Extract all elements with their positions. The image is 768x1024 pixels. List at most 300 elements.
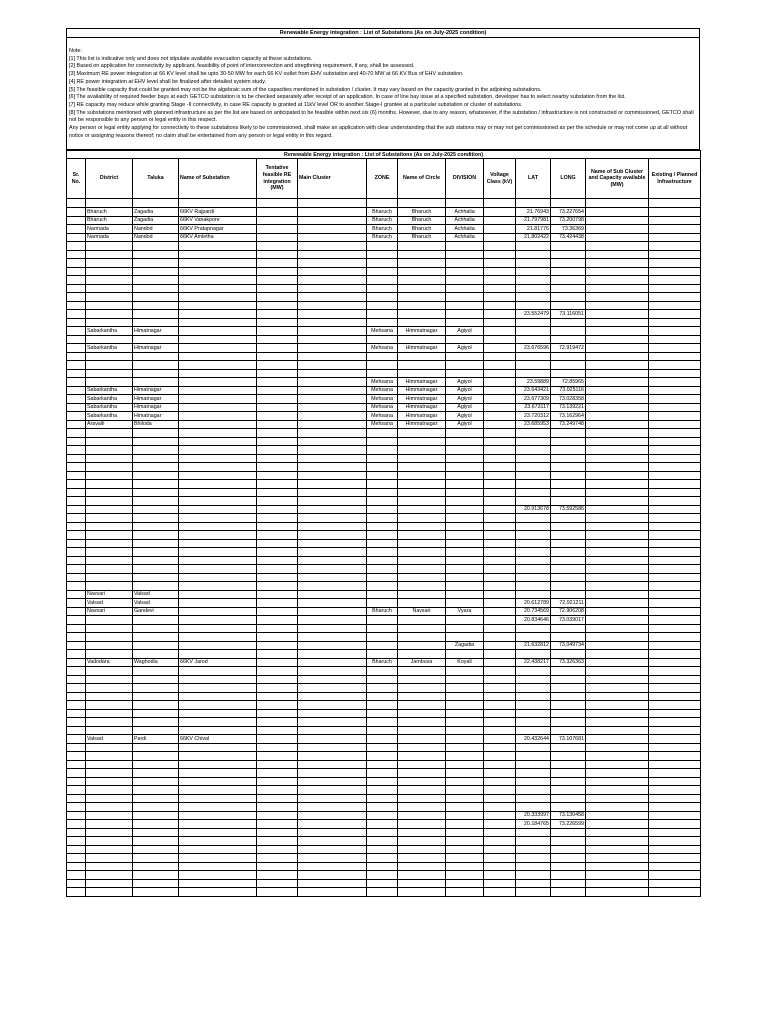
table-cell <box>298 624 367 633</box>
table-cell <box>484 684 516 693</box>
table-cell <box>67 735 86 744</box>
table-cell <box>649 675 701 684</box>
table-cell <box>446 446 484 455</box>
table-row <box>67 548 701 557</box>
table-cell: 20.184765 <box>516 820 551 829</box>
table-cell <box>86 871 133 880</box>
table-row <box>67 225 701 234</box>
table-cell <box>367 480 398 489</box>
table-cell <box>516 284 551 293</box>
table-cell <box>551 760 586 769</box>
table-row <box>67 352 701 361</box>
table-cell <box>367 599 398 608</box>
table-cell <box>367 667 398 676</box>
table-cell <box>551 471 586 480</box>
table-cell <box>67 701 86 710</box>
table-cell <box>446 709 484 718</box>
table-cell <box>298 480 367 489</box>
table-cell <box>516 879 551 888</box>
table-cell <box>86 709 133 718</box>
table-row <box>67 794 701 803</box>
table-cell <box>649 225 701 234</box>
table-cell <box>67 335 86 344</box>
table-row <box>67 556 701 565</box>
table-cell <box>179 590 257 599</box>
table-cell <box>179 531 257 540</box>
table-cell <box>551 327 586 336</box>
table-cell <box>551 267 586 276</box>
table-cell <box>133 505 179 514</box>
table-cell <box>367 752 398 761</box>
table-cell <box>649 692 701 701</box>
table-cell <box>551 539 586 548</box>
table-cell <box>586 888 649 897</box>
table-row <box>67 811 701 820</box>
table-cell <box>398 862 446 871</box>
table-cell <box>298 565 367 574</box>
table-cell <box>179 582 257 591</box>
table-cell <box>551 556 586 565</box>
table-cell <box>367 335 398 344</box>
table-cell <box>86 837 133 846</box>
table-cell <box>133 369 179 378</box>
table-cell <box>298 225 367 234</box>
table-cell <box>649 344 701 353</box>
table-cell <box>516 871 551 880</box>
table-cell <box>398 539 446 548</box>
table-cell: Achhalia <box>446 208 484 217</box>
page-title: Renewable Energy integration : List of Substations (As on July-2025 condition) <box>66 28 700 38</box>
table-cell <box>257 828 298 837</box>
table-cell <box>446 199 484 208</box>
table-row <box>67 777 701 786</box>
table-row <box>67 820 701 829</box>
table-cell <box>484 225 516 234</box>
table-cell: 21.76943 <box>516 208 551 217</box>
table-cell <box>516 556 551 565</box>
table-cell <box>649 446 701 455</box>
table-cell <box>484 590 516 599</box>
table-cell <box>86 862 133 871</box>
table-cell <box>179 480 257 489</box>
table-cell <box>446 250 484 259</box>
table-cell <box>67 794 86 803</box>
table-row <box>67 369 701 378</box>
table-cell <box>649 658 701 667</box>
table-cell <box>67 276 86 285</box>
table-cell: 20.734569 <box>516 607 551 616</box>
table-cell: 23.677309 <box>516 395 551 404</box>
table-cell <box>179 871 257 880</box>
table-cell <box>551 284 586 293</box>
table-cell <box>67 497 86 506</box>
table-cell <box>67 412 86 421</box>
table-cell <box>367 573 398 582</box>
note-line: Note: <box>69 48 82 54</box>
table-cell <box>67 471 86 480</box>
table-cell <box>179 386 257 395</box>
table-cell <box>398 667 446 676</box>
table-cell <box>551 454 586 463</box>
table-cell <box>586 803 649 812</box>
table-cell <box>516 743 551 752</box>
table-row <box>67 259 701 268</box>
table-cell <box>257 735 298 744</box>
table-cell <box>179 318 257 327</box>
table-cell <box>484 463 516 472</box>
table-cell: Himmatnagar <box>398 395 446 404</box>
table-cell <box>257 412 298 421</box>
table-cell <box>179 548 257 557</box>
table-cell <box>516 633 551 642</box>
table-cell <box>86 828 133 837</box>
table-cell <box>133 352 179 361</box>
table-cell <box>398 726 446 735</box>
table-cell <box>586 624 649 633</box>
table-cell <box>367 786 398 795</box>
table-cell <box>586 505 649 514</box>
table-cell <box>67 293 86 302</box>
table-cell <box>179 276 257 285</box>
table-row <box>67 403 701 412</box>
table-cell: Bharuch <box>367 658 398 667</box>
table-cell <box>86 199 133 208</box>
table-cell <box>516 488 551 497</box>
table-cell <box>551 369 586 378</box>
table-cell <box>257 607 298 616</box>
table-cell <box>649 837 701 846</box>
table-cell: 73.249748 <box>551 420 586 429</box>
table-cell <box>516 718 551 727</box>
table-cell <box>446 582 484 591</box>
table-cell <box>257 403 298 412</box>
table-cell <box>67 395 86 404</box>
column-header: Main Cluster <box>298 159 367 199</box>
table-cell <box>649 352 701 361</box>
table-cell <box>179 199 257 208</box>
table-cell: Sabarkantha <box>86 412 133 421</box>
table-cell <box>298 242 367 251</box>
table-cell <box>257 208 298 217</box>
table-cell <box>398 454 446 463</box>
table-cell <box>516 369 551 378</box>
table-cell <box>257 437 298 446</box>
table-cell <box>484 497 516 506</box>
table-cell <box>649 845 701 854</box>
table-cell <box>551 803 586 812</box>
table-cell: Narmada <box>86 233 133 242</box>
table-cell <box>86 293 133 302</box>
table-cell <box>179 573 257 582</box>
table-cell <box>298 250 367 259</box>
table-cell <box>516 590 551 599</box>
table-row <box>67 293 701 302</box>
table-cell <box>551 675 586 684</box>
table-row <box>67 650 701 659</box>
table-cell <box>484 327 516 336</box>
table-cell <box>179 446 257 455</box>
table-cell <box>179 743 257 752</box>
table-cell <box>398 429 446 438</box>
table-cell <box>67 327 86 336</box>
table-cell <box>298 862 367 871</box>
table-cell: 73.200798 <box>551 216 586 225</box>
table-cell <box>367 582 398 591</box>
table-cell <box>257 624 298 633</box>
table-cell <box>257 267 298 276</box>
column-header: Taluka <box>133 159 179 199</box>
table-cell <box>257 590 298 599</box>
table-cell <box>257 743 298 752</box>
table-cell <box>133 293 179 302</box>
table-cell <box>179 752 257 761</box>
table-cell <box>67 760 86 769</box>
table-cell <box>446 242 484 251</box>
table-cell <box>298 828 367 837</box>
table-cell <box>257 293 298 302</box>
table-cell <box>398 828 446 837</box>
table-cell <box>484 208 516 217</box>
note-line: [7] RE capacity may reduce while granting Stage -II connectivity, in case RE capacity is granted at 11kV level OR to another Stage-I grantee at a particular substation or cluster of substations. <box>69 101 523 108</box>
table-cell <box>649 284 701 293</box>
table-cell <box>298 607 367 616</box>
table-cell <box>516 786 551 795</box>
table-cell <box>484 505 516 514</box>
table-cell <box>298 548 367 557</box>
table-cell <box>446 259 484 268</box>
table-cell <box>367 310 398 319</box>
table-cell <box>367 650 398 659</box>
table-cell <box>67 233 86 242</box>
table-cell <box>398 505 446 514</box>
table-cell: Agiyol <box>446 420 484 429</box>
table-cell <box>367 565 398 574</box>
table-cell <box>86 786 133 795</box>
table-row <box>67 361 701 370</box>
table-cell <box>516 837 551 846</box>
table-cell <box>298 522 367 531</box>
table-cell <box>484 386 516 395</box>
table-cell <box>133 777 179 786</box>
note-line: Any person or legal entity applying for connectivity to these substations likely to be commissioned, shall make an application with clear understanding that the sub stations may or may not get commissioned as per the schedule or may not come up at all without notice or assigning reasons thereof; no claim shall be entertained from any person or legal entity in this regard. <box>69 125 688 139</box>
table-cell <box>298 403 367 412</box>
table-cell: 73.107681 <box>551 735 586 744</box>
table-row <box>67 276 701 285</box>
table-cell <box>367 276 398 285</box>
table-cell: 73.424438 <box>551 233 586 242</box>
table-cell <box>257 335 298 344</box>
table-cell <box>367 879 398 888</box>
table-row <box>67 854 701 863</box>
table-row <box>67 675 701 684</box>
table-cell <box>67 845 86 854</box>
table-cell <box>484 769 516 778</box>
table-cell <box>649 403 701 412</box>
table-cell <box>67 480 86 489</box>
table-cell <box>398 888 446 897</box>
table-cell <box>298 233 367 242</box>
table-cell <box>586 259 649 268</box>
table-cell <box>446 624 484 633</box>
table-row <box>67 828 701 837</box>
table-cell: 23.59889 <box>516 378 551 387</box>
table-row <box>67 837 701 846</box>
table-row <box>67 633 701 642</box>
table-row <box>67 641 701 650</box>
table-cell <box>67 514 86 523</box>
table-row <box>67 879 701 888</box>
table-cell <box>398 675 446 684</box>
table-row <box>67 412 701 421</box>
table-cell <box>67 259 86 268</box>
table-cell <box>298 369 367 378</box>
table-cell <box>516 471 551 480</box>
table-row <box>67 429 701 438</box>
table-cell <box>649 888 701 897</box>
table-row <box>67 786 701 795</box>
table-cell <box>649 760 701 769</box>
table-cell <box>179 650 257 659</box>
table-cell <box>133 378 179 387</box>
table-cell <box>86 573 133 582</box>
table-cell <box>367 488 398 497</box>
table-cell: Agiyol <box>446 344 484 353</box>
table-cell <box>551 624 586 633</box>
table-cell <box>298 879 367 888</box>
table-cell: Agiyol <box>446 412 484 421</box>
table-cell <box>398 267 446 276</box>
table-cell <box>133 539 179 548</box>
table-cell <box>586 735 649 744</box>
table-cell <box>484 514 516 523</box>
table-cell <box>367 514 398 523</box>
table-cell <box>86 616 133 625</box>
table-cell <box>398 369 446 378</box>
table-cell <box>484 794 516 803</box>
table-cell <box>586 837 649 846</box>
table-cell: Agiyol <box>446 378 484 387</box>
table-cell <box>133 565 179 574</box>
table-cell <box>298 794 367 803</box>
table-cell: Narmada <box>86 225 133 234</box>
table-cell <box>586 641 649 650</box>
table-cell <box>67 828 86 837</box>
table-cell: 23.720312 <box>516 412 551 421</box>
table-cell <box>446 301 484 310</box>
table-cell <box>446 548 484 557</box>
table-cell: 73.039017 <box>551 616 586 625</box>
table-cell <box>649 386 701 395</box>
table-cell <box>398 590 446 599</box>
table-cell <box>67 344 86 353</box>
table-cell: 73.049734 <box>551 641 586 650</box>
table-cell <box>586 454 649 463</box>
table-cell <box>516 777 551 786</box>
note-line: [1] This list is indicative only and does not stipulate available evacuation capacity at these substations. <box>69 55 313 62</box>
column-header: Sr. No. <box>67 159 86 199</box>
table-cell <box>398 786 446 795</box>
table-cell <box>133 862 179 871</box>
table-cell <box>367 369 398 378</box>
table-cell: 23.673117 <box>516 403 551 412</box>
table-cell <box>586 514 649 523</box>
table-cell <box>446 318 484 327</box>
table-cell <box>398 514 446 523</box>
table-cell <box>298 208 367 217</box>
table-cell <box>649 267 701 276</box>
table-cell <box>298 429 367 438</box>
table-cell <box>516 709 551 718</box>
table-cell <box>179 327 257 336</box>
table-cell <box>484 548 516 557</box>
table-cell <box>649 395 701 404</box>
table-cell <box>298 361 367 370</box>
table-cell: Himmatnagar <box>398 327 446 336</box>
table-cell <box>298 871 367 880</box>
table-cell: Bhiloda <box>133 420 179 429</box>
table-row <box>67 726 701 735</box>
table-cell <box>367 242 398 251</box>
table-cell <box>649 650 701 659</box>
table-cell <box>484 335 516 344</box>
table-cell <box>86 471 133 480</box>
table-cell: Bharuch <box>367 225 398 234</box>
table-cell <box>298 726 367 735</box>
table-cell: Valsad <box>133 590 179 599</box>
table-cell <box>446 701 484 710</box>
table-cell <box>586 293 649 302</box>
table-cell <box>67 531 86 540</box>
table-cell: 73.226599 <box>551 820 586 829</box>
table-cell <box>367 735 398 744</box>
table-cell: Koyali <box>446 658 484 667</box>
table-cell <box>367 803 398 812</box>
table-row <box>67 582 701 591</box>
table-cell <box>649 480 701 489</box>
table-cell <box>367 199 398 208</box>
table-cell <box>586 794 649 803</box>
table-row <box>67 199 701 208</box>
table-cell <box>298 335 367 344</box>
table-cell: 20.913678 <box>516 505 551 514</box>
table-cell <box>398 276 446 285</box>
table-cell <box>586 675 649 684</box>
table-cell <box>179 667 257 676</box>
table-cell <box>649 641 701 650</box>
table-cell <box>484 565 516 574</box>
table-cell <box>484 369 516 378</box>
table-cell <box>133 828 179 837</box>
table-cell <box>398 488 446 497</box>
table-cell: Agiyol <box>446 403 484 412</box>
table-cell <box>67 862 86 871</box>
table-cell <box>649 539 701 548</box>
table-cell <box>367 590 398 599</box>
table-cell <box>257 726 298 735</box>
table-row <box>67 327 701 336</box>
table-cell <box>298 769 367 778</box>
table-cell <box>649 599 701 608</box>
table-cell <box>179 624 257 633</box>
table-cell <box>551 718 586 727</box>
table-cell <box>67 599 86 608</box>
table-cell: Navsari <box>86 607 133 616</box>
table-cell <box>586 352 649 361</box>
table-cell <box>586 684 649 693</box>
table-cell <box>86 794 133 803</box>
table-cell <box>446 871 484 880</box>
table-cell <box>398 735 446 744</box>
